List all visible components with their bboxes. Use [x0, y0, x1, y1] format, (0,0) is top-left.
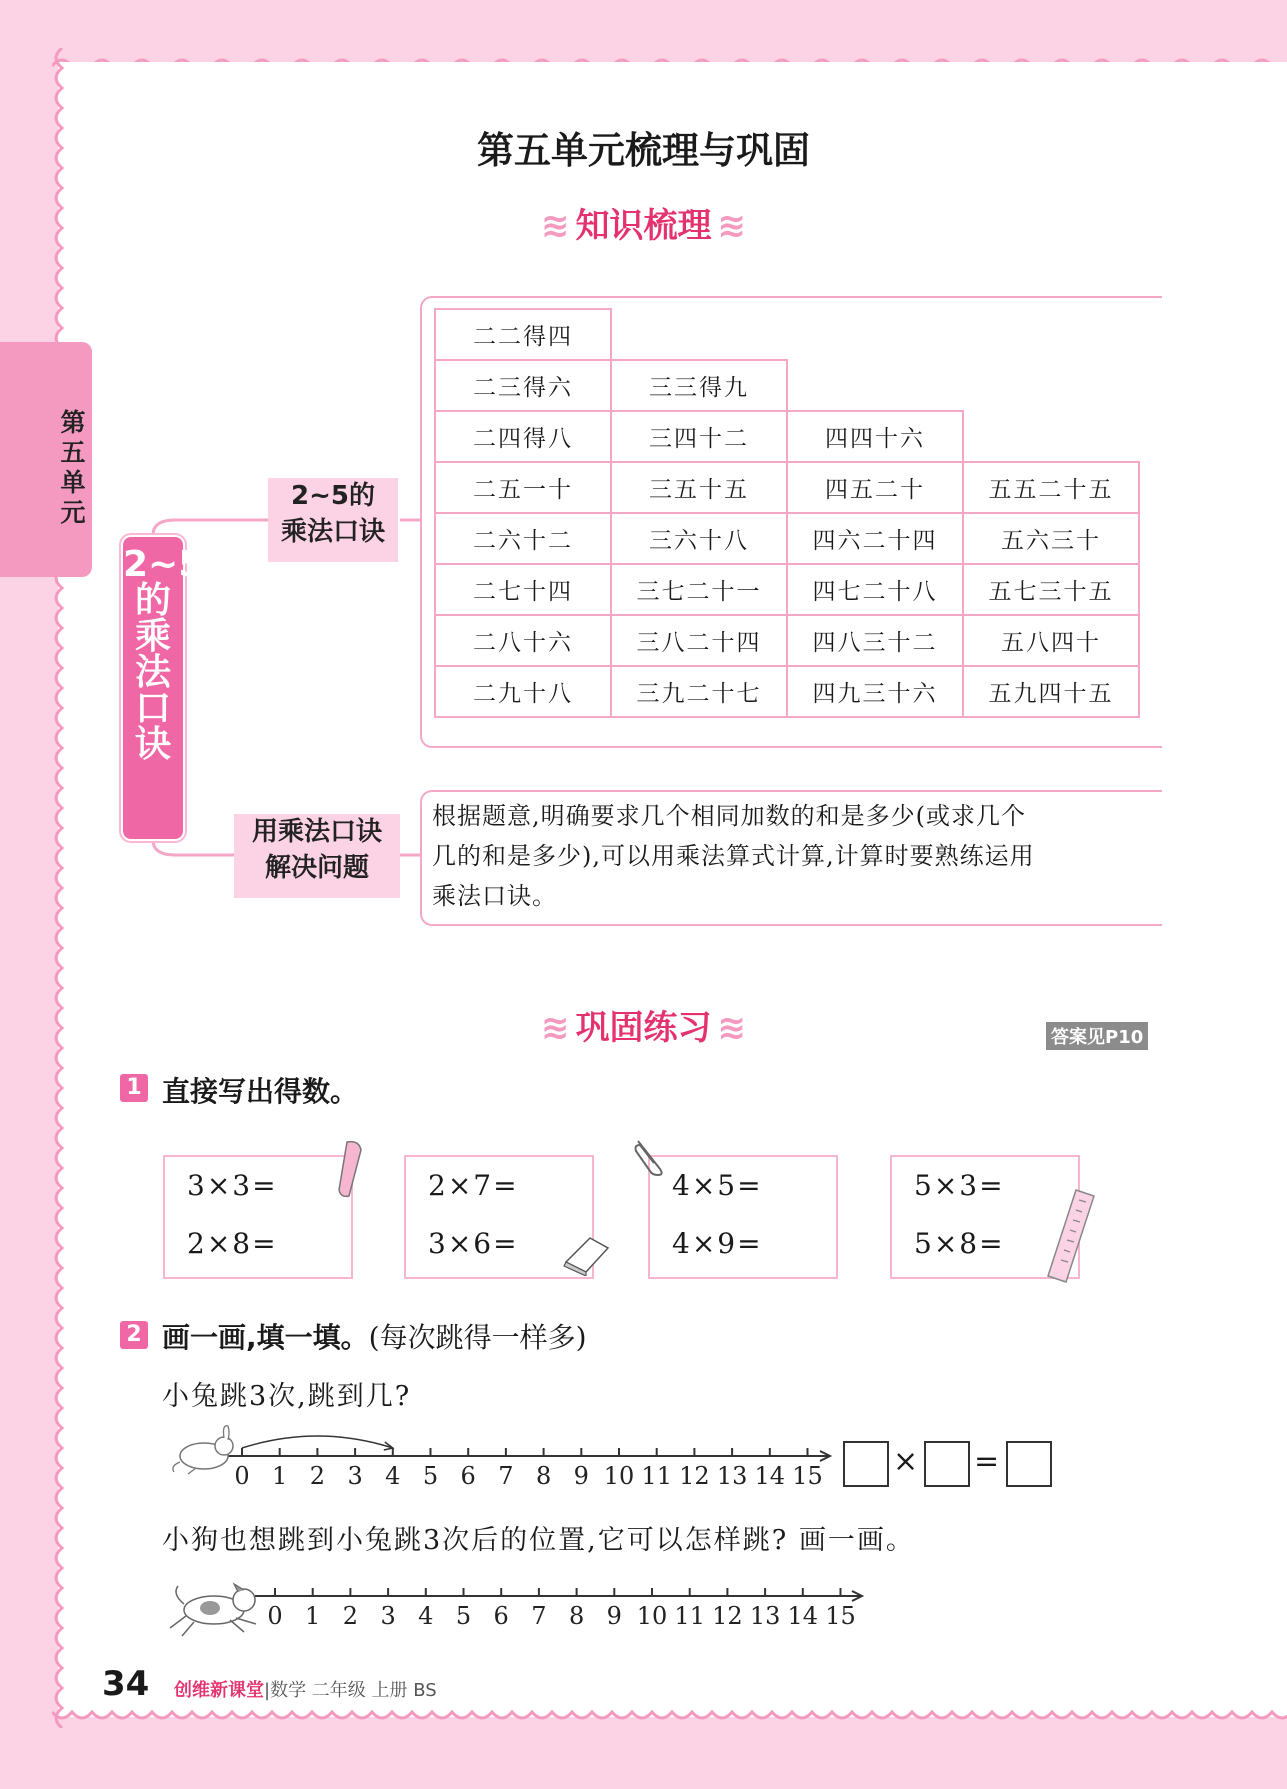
question-2-part1: 小兔跳3次,跳到几?	[162, 1381, 412, 1412]
node-line: 2~5的	[291, 481, 375, 511]
tick-label: 15	[792, 1462, 823, 1490]
equation: 4×9=	[672, 1227, 763, 1260]
tick-label: 11	[674, 1602, 705, 1630]
equation: 4×5=	[672, 1169, 763, 1202]
tick-label: 12	[679, 1462, 710, 1490]
equation: 2×8=	[187, 1227, 278, 1260]
tick-label: 7	[531, 1602, 547, 1630]
table-row	[435, 615, 1139, 666]
side-tab-label: 第五单元	[60, 408, 86, 527]
tick-label: 4	[385, 1462, 401, 1490]
table-cell: 三五十五	[611, 462, 787, 513]
equals-sign: =	[974, 1444, 1000, 1479]
question-number: 2	[120, 1321, 148, 1349]
table-cell: 二四得八	[435, 411, 611, 462]
tick-label: 2	[309, 1462, 326, 1490]
table-cell: 二七十四	[435, 564, 611, 615]
tick-label: 14	[754, 1462, 786, 1490]
tick-label: 8	[535, 1462, 552, 1490]
tick-label: 6	[460, 1462, 476, 1490]
number-line-dog	[190, 1566, 1090, 1636]
footer-info	[174, 1676, 437, 1702]
table-cell: 四八三十二	[787, 615, 963, 666]
note-line: 根据题意,明确要求几个相同加数的和是多少(或求几个	[432, 802, 1026, 830]
table-row	[435, 462, 1139, 513]
tick-label: 3	[380, 1602, 396, 1630]
table-cell: 四五二十	[787, 462, 963, 513]
table-cell	[963, 309, 1139, 360]
table-row	[435, 309, 1139, 360]
tick-label: 5	[455, 1602, 472, 1630]
wave-icon: ≋	[717, 206, 746, 246]
table-cell: 三六十八	[611, 513, 787, 564]
page-number: 34	[102, 1664, 150, 1704]
paperclip-icon	[630, 1137, 668, 1177]
answer-reference-badge: 答案见P10	[1046, 1022, 1148, 1050]
table-cell: 四七二十八	[787, 564, 963, 615]
table-cell	[963, 411, 1139, 462]
bottom-wave-border	[52, 1700, 1287, 1730]
dog-icon	[164, 1574, 268, 1640]
table-cell: 二八十六	[435, 615, 611, 666]
equation: 5×8=	[914, 1227, 1005, 1260]
tick-label: 15	[825, 1602, 856, 1630]
tick-label: 13	[749, 1602, 781, 1630]
tick-label: 14	[787, 1602, 819, 1630]
tick-label: 4	[418, 1602, 434, 1630]
table-row	[435, 360, 1139, 411]
table-cell: 五八四十	[963, 615, 1139, 666]
tick-label: 13	[716, 1462, 748, 1490]
tick-label: 6	[493, 1602, 509, 1630]
wave-icon: ≋	[541, 206, 570, 246]
table-cell: 五七三十五	[963, 564, 1139, 615]
tick-label: 8	[568, 1602, 585, 1630]
tick-label: 3	[347, 1462, 363, 1490]
answer-box[interactable]	[924, 1441, 970, 1487]
table-cell: 三八二十四	[611, 615, 787, 666]
times-sign: ×	[893, 1444, 919, 1479]
node-line: 乘法口诀	[280, 517, 385, 547]
mindmap-node-solve	[234, 814, 400, 898]
table-row	[435, 411, 1139, 462]
chalk-icon	[333, 1138, 365, 1200]
table-cell: 二六十二	[435, 513, 611, 564]
question-2-text	[162, 1316, 587, 1356]
question-1-text: 直接写出得数。	[162, 1075, 359, 1108]
tick-label: 1	[305, 1602, 321, 1630]
table-cell	[963, 360, 1139, 411]
table-cell: 二三得六	[435, 360, 611, 411]
section-knowledge-label: 知识梳理	[575, 206, 712, 246]
tick-label: 9	[606, 1602, 622, 1630]
table-cell: 三四十二	[611, 411, 787, 462]
tick-label: 7	[498, 1462, 514, 1490]
tick-label: 10	[636, 1602, 668, 1630]
table-cell: 四四十六	[787, 411, 963, 462]
equation: 2×7=	[428, 1169, 519, 1202]
equation: 3×6=	[428, 1227, 519, 1260]
tick-label: 5	[422, 1462, 439, 1490]
note-line: 几的和是多少),可以用乘法算式计算,计算时要熟练运用	[432, 842, 1035, 870]
tick-label: 11	[641, 1462, 672, 1490]
answer-box[interactable]	[843, 1441, 889, 1487]
multiplication-table	[434, 308, 1140, 718]
table-cell: 四九三十六	[787, 666, 963, 717]
table-cell	[611, 309, 787, 360]
node-line: 用乘法口诀	[251, 817, 382, 847]
mindmap-root: 2~5的乘法口诀	[121, 535, 185, 841]
tick-label: 10	[603, 1462, 635, 1490]
tick-label: 0	[267, 1602, 283, 1630]
equation: 5×3=	[914, 1169, 1005, 1202]
footer-details: |数学 二年级 上册 BS	[264, 1680, 437, 1701]
table-cell: 二二得四	[435, 309, 611, 360]
wave-icon: ≋	[717, 1008, 746, 1048]
table-cell: 三七二十一	[611, 564, 787, 615]
jump-arc	[242, 1436, 393, 1448]
table-cell: 五六三十	[963, 513, 1139, 564]
ruler-icon	[1046, 1188, 1098, 1284]
table-cell: 二五一十	[435, 462, 611, 513]
mindmap-note	[432, 796, 1152, 916]
table-cell: 三九二十七	[611, 666, 787, 717]
node-line: 解决问题	[264, 853, 369, 883]
mindmap-node-tables	[268, 478, 398, 562]
tick-label: 1	[272, 1462, 288, 1490]
table-cell: 二九十八	[435, 666, 611, 717]
rabbit-icon	[166, 1422, 238, 1476]
note-line: 乘法口诀。	[432, 882, 557, 910]
page-title: 第五单元梳理与巩固	[477, 129, 810, 172]
equation: 3×3=	[187, 1169, 278, 1202]
tick-label: 9	[573, 1462, 589, 1490]
table-row	[435, 513, 1139, 564]
table-cell	[787, 360, 963, 411]
tick-label: 12	[712, 1602, 743, 1630]
question-2-part2: 小狗也想跳到小兔跳3次后的位置,它可以怎样跳? 画一画。	[162, 1525, 915, 1556]
exercise-card	[163, 1155, 353, 1279]
question-2-main: 画一画,填一填。	[162, 1321, 369, 1354]
footer-brand: 创维新课堂	[174, 1680, 264, 1701]
table-cell: 五九四十五	[963, 666, 1139, 717]
eraser-icon	[560, 1232, 612, 1276]
tick-label: 0	[234, 1462, 250, 1490]
table-cell	[787, 309, 963, 360]
table-row	[435, 666, 1139, 717]
question-number: 1	[120, 1074, 148, 1102]
exercise-card	[648, 1155, 838, 1279]
table-cell: 四六二十四	[787, 513, 963, 564]
tick-label: 2	[342, 1602, 359, 1630]
table-cell: 五五二十五	[963, 462, 1139, 513]
answer-box[interactable]	[1006, 1441, 1052, 1487]
section-practice-label: 巩固练习	[575, 1008, 712, 1048]
question-2-sub: (每次跳得一样多)	[368, 1321, 587, 1354]
table-cell: 三三得九	[611, 360, 787, 411]
table-row	[435, 564, 1139, 615]
wave-icon: ≋	[541, 1008, 570, 1048]
